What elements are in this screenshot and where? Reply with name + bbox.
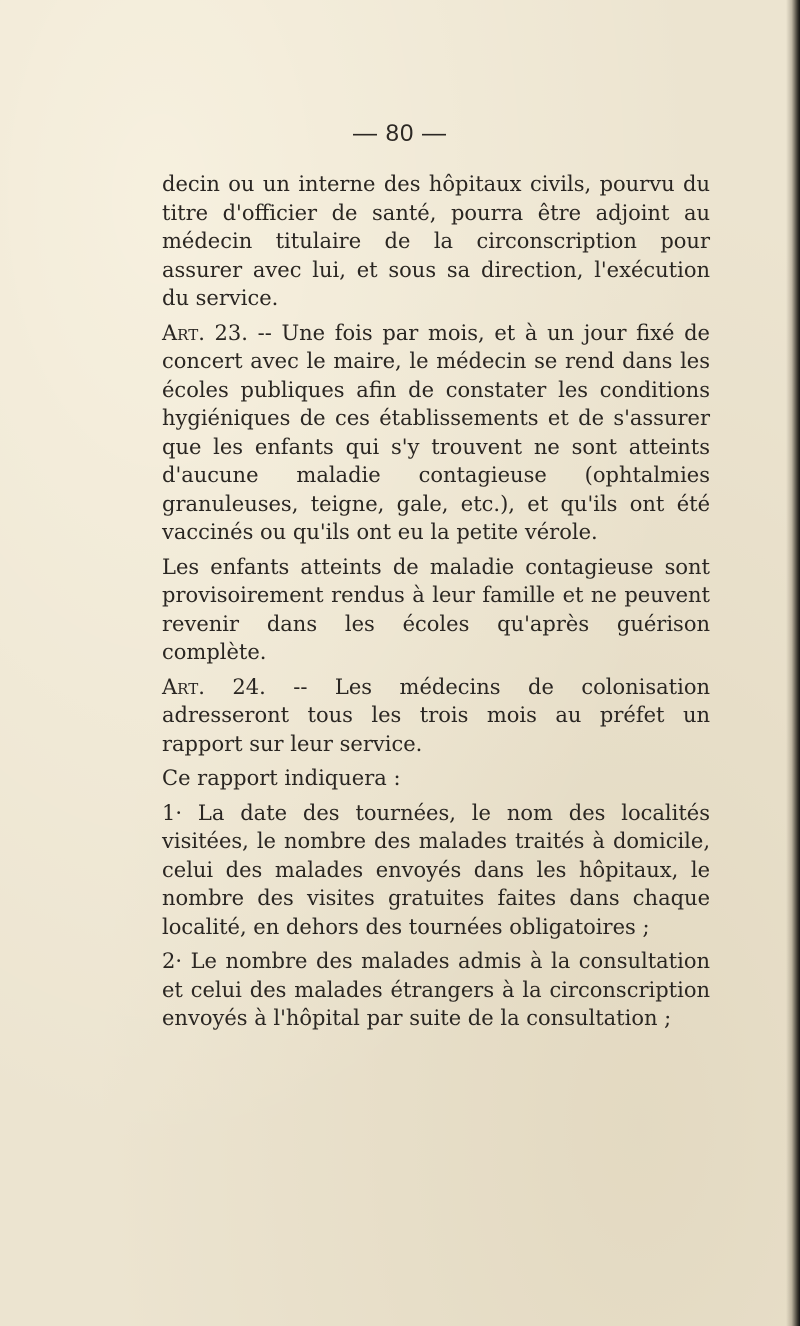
paragraph-text: -- Les médecins de colonisation adresseront tous les trois mois au préfet un rapport sur leur service.: [162, 674, 710, 756]
paragraph-text: Les enfants atteints de maladie contagieuse sont provisoirement rendus à leur famille et ne peuvent revenir dans les écoles qu'après guérison complète.: [162, 554, 710, 664]
paragraph-text: 1· La date des tournées, le nom des localités visitées, le nombre des malades traités à domicile, celui des malades envoyés dans les hôpitaux, le nombre des visites gratuites faites dans chaque localité, en dehors des tournées obligatoires ;: [162, 800, 710, 939]
paragraph-text: Ce rapport indiquera :: [162, 766, 401, 790]
paragraph-contagious-children: [162, 553, 710, 667]
paragraph-article-24: [162, 673, 710, 759]
paragraph-continuation: [162, 170, 710, 313]
paragraph-article-23: [162, 319, 710, 547]
paragraph-text: decin ou un interne des hôpitaux civils, pourvu du titre d'officier de santé, pourra être adjoint au médecin titulaire de la circonscription pour assurer avec lui, et sous sa direction, l'exécution du service.: [162, 172, 710, 310]
paragraph-item-1: [162, 799, 710, 942]
page-number: — 80 —: [352, 120, 448, 147]
paragraph-item-2: [162, 947, 710, 1033]
paragraph-text: -- Une fois par mois, et à un jour fixé de concert avec le maire, le médecin se rend dans les écoles publiques afin de constater les conditions hygiéniques de ces établissements et de s'assurer que les enfants qui s'y trouvent ne sont atteints d'aucune maladie contagieuse (ophtalmies granuleuses, teigne, gale, etc.), et qu'ils ont été vaccinés ou qu'ils ont eu la petite vérole.: [162, 320, 710, 544]
page-edge-shadow: [786, 0, 800, 1326]
paragraph-report-intro: [162, 764, 710, 793]
article-number: Art. 24.: [162, 674, 266, 699]
article-number: Art. 23.: [162, 320, 248, 345]
body-text: [162, 170, 710, 1039]
paragraph-text: 2· Le nombre des malades admis à la consultation et celui des malades étrangers à la circonscription envoyés à l'hôpital par suite de la consultation ;: [162, 949, 710, 1030]
